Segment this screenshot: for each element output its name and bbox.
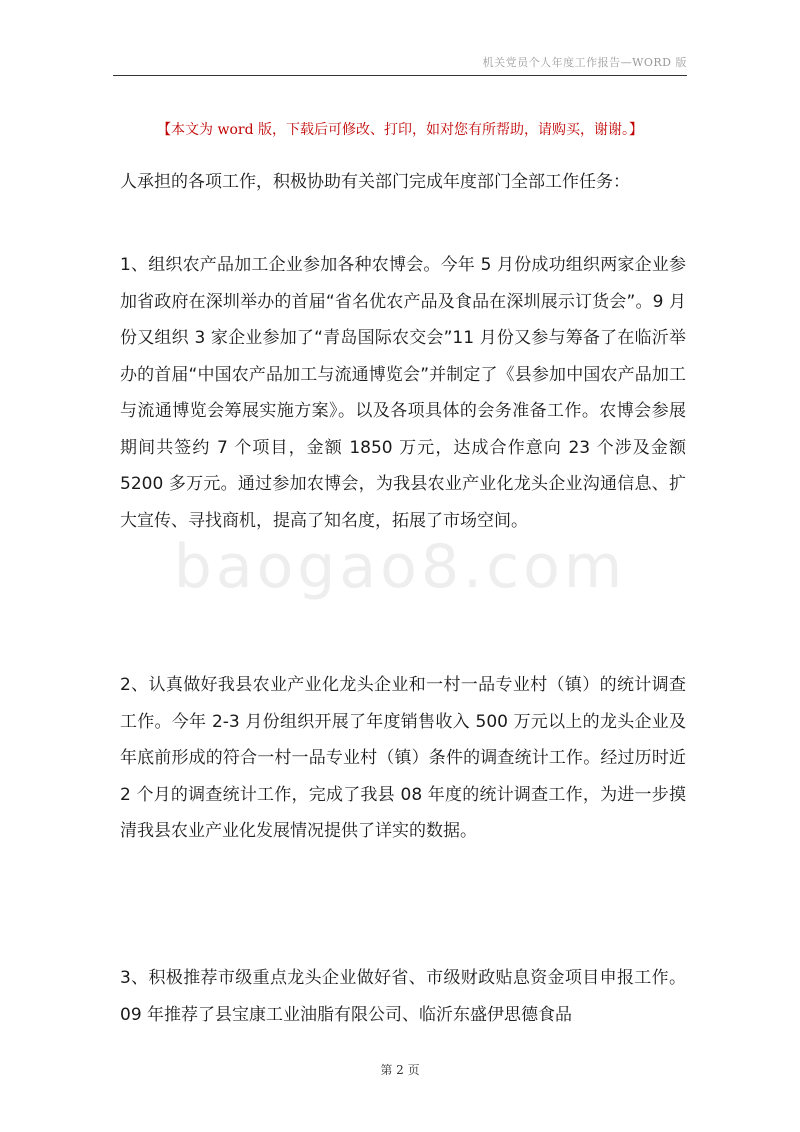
purchase-notice: 【本文为 word 版，下载后可修改、打印，如对您有所帮助，请购买，谢谢。】 <box>157 122 643 138</box>
paragraph-text: 1、组织农产品加工企业参加各种农博会。今年 5 月份成功组织两家企业参加省政府在深圳举办的首届“省名优农产品及食品在深圳展示订货会”。9 月份又组织 3 家企业参加了“青岛国际农交会”11 月份又参与筹备了在临沂举办的首届“中国农产品加工与流通博览会”并制定了《县参加中国农产品加工与流通博览会筹展实施方案》。以及各项具体的会务准备工作。农博会参展期间共签约 7 个项目，金额 1850 万元，达成合作意向 23 个涉及金额 5200 多万元。通过参加农博会，为我县农业产业化龙头企业沟通信息、扩大宣传、寻找商机，提高了知名度，拓展了市场空间。 <box>120 255 686 531</box>
paragraph-text: 2、认真做好我县农业产业化龙头企业和一村一品专业村（镇）的统计调查工作。今年 2-3 月份组织开展了年度销售收入 500 万元以上的龙头企业及年底前形成的符合一村一品专业村（镇）条件的调查统计工作。经过历时近 2 个月的调查统计工作，完成了我县 08 年度的统计调查工作，为进一步摸清我县农业产业化发展情况提供了详实的数据。 <box>120 675 686 841</box>
running-header: 机关党员个人年度工作报告—WORD 版 <box>482 56 687 69</box>
paragraph-item-3 <box>120 960 686 1033</box>
paragraph-text: 人承担的各项工作，积极协助有关部门完成年度部门全部工作任务： <box>120 172 630 192</box>
watermark-text: baogao8.com <box>173 532 627 602</box>
page-number: 第 2 页 <box>380 1063 420 1077</box>
header-divider <box>113 75 687 76</box>
paragraph-text: 3、积极推荐市级重点龙头企业做好省、市级财政贴息资金项目申报工作。09 年推荐了县宝康工业油脂有限公司、临沂东盛伊思德食品 <box>120 968 686 1025</box>
paragraph-item-1 <box>120 247 686 539</box>
paragraph-intro <box>120 164 686 201</box>
paragraph-item-2 <box>120 667 686 850</box>
